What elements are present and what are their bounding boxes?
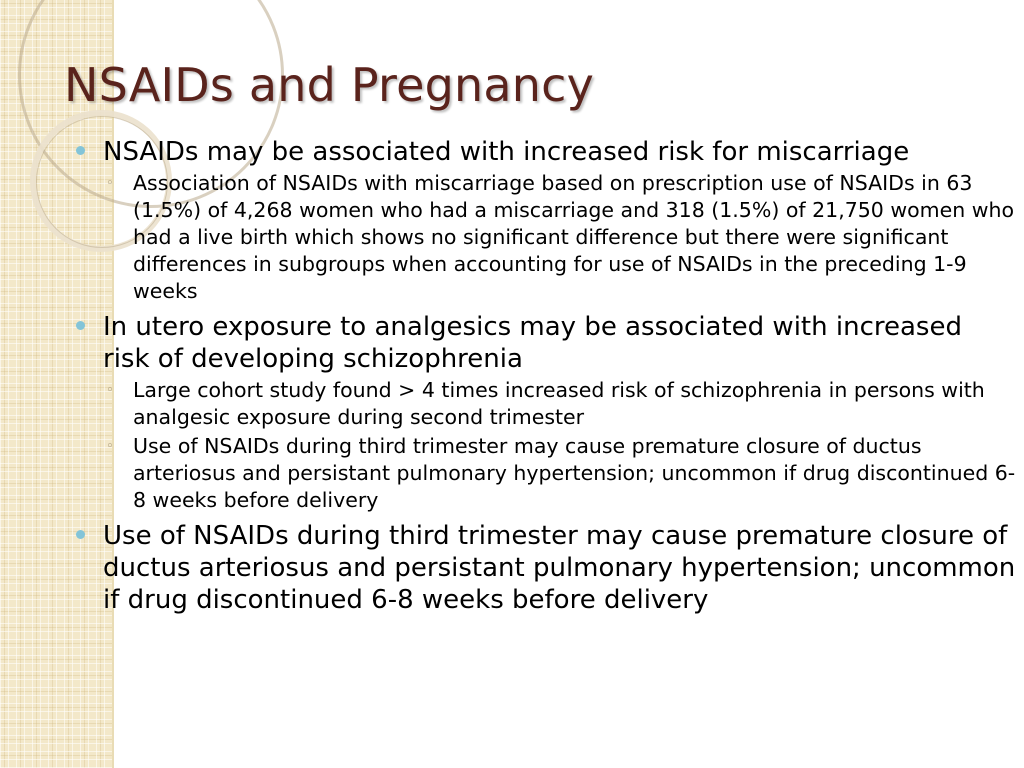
bullet-dot-icon	[76, 321, 85, 330]
bullet-dot-icon	[76, 146, 85, 155]
sub-bullet-1-1	[76, 170, 1016, 305]
sub-bullet-circle-icon: ◦	[106, 176, 114, 191]
bullet-3-text: Use of NSAIDs during third trimester may cause premature closure of ductus arteriosus and persistant pulmonary hypertension; uncommon if drug discontinued 6-8 weeks before delivery	[103, 521, 1016, 615]
bullet-1-text: NSAIDs may be associated with increased risk for miscarriage	[103, 137, 910, 167]
sub-bullet-circle-icon: ◦	[106, 383, 114, 398]
sub-bullet-2-2-text: Use of NSAIDs during third trimester may cause premature closure of ductus arteriosus and persistant pulmonary hypertension; uncommon if drug discontinued 6-8 weeks before delivery	[133, 434, 1016, 512]
slide-content	[76, 136, 1016, 616]
bullet-2-text: In utero exposure to analgesics may be associated with increased risk of developing schizophrenia	[103, 312, 962, 374]
bullet-2	[76, 311, 1016, 375]
bullet-dot-icon	[76, 530, 85, 539]
sub-bullet-circle-icon: ◦	[106, 439, 114, 454]
sub-bullet-2-2	[76, 433, 1016, 514]
slide-title: NSAIDs and Pregnancy	[64, 58, 595, 112]
bullet-1	[76, 136, 1016, 168]
sub-bullet-1-1-text: Association of NSAIDs with miscarriage based on prescription use of NSAIDs in 63 (1.5%) of 4,268 women who had a miscarriage and 318 (1.5%) of 21,750 women who had a live birth which shows no significant difference but there were significant differences in subgroups when accounting for use of NSAIDs in the preceding 1-9 weeks	[133, 171, 1015, 303]
sub-bullet-2-1	[76, 377, 1016, 431]
sub-bullet-2-1-text: Large cohort study found > 4 times increased risk of schizophrenia in persons with analgesic exposure during second trimester	[133, 378, 985, 429]
bullet-3	[76, 520, 1016, 616]
